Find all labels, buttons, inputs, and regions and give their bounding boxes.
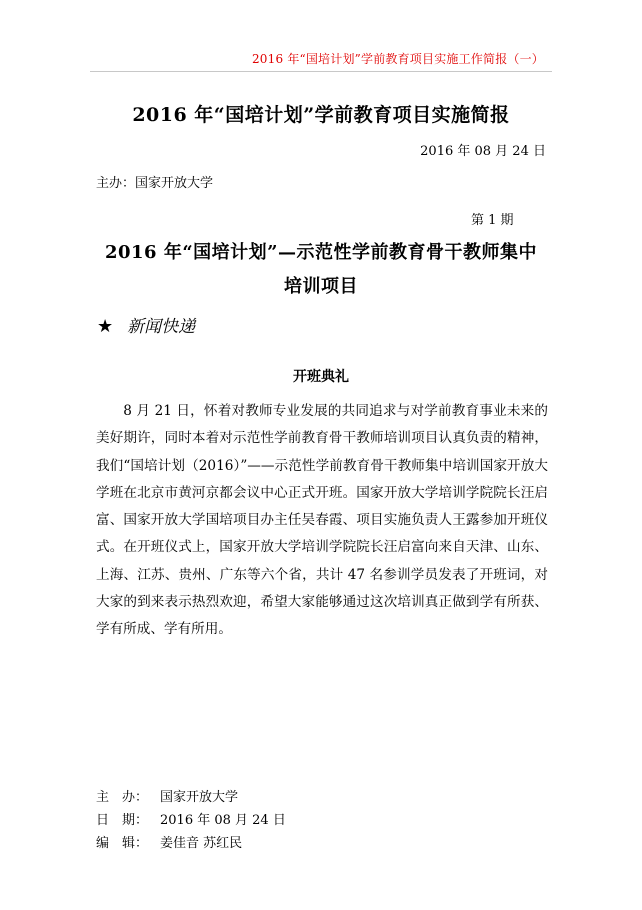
section-heading-label: 新闻快递 bbox=[127, 317, 196, 337]
footer-host-label: 主 办： bbox=[96, 790, 149, 805]
footer-date-value: 2016 年 08 月 24 日 bbox=[160, 813, 286, 828]
footer-editor-row bbox=[96, 832, 286, 855]
footer-date-row bbox=[96, 809, 286, 832]
footer-editor-value: 姜佳音 苏红民 bbox=[160, 836, 243, 851]
footer-host-row bbox=[96, 786, 286, 809]
footer-info bbox=[96, 786, 286, 855]
article-body: 8 月 21 日，怀着对教师专业发展的共同追求与对学前教育事业未来的美好期许，同时本着对示范性学前教育骨干教师培训项目认真负责的精神，我们“国培计划（2016）”——示范性学前教育骨干教师集中培训国家开放大学班在北京市黄河京都会议中心正式开班。国家开放大学培训学院院长汪启富、国家开放大学国培项目办主任吴春霞、项目实施负责人王露参加开班仪式。在开班仪式上，国家开放大学培训学院院长汪启富向来自天津、山东、上海、江苏、贵州、广东等六个省，共计 47 名参训学员发表了开班词，对大家的到来表示热烈欢迎，希望大家能够通过这次培训真正做到学有所获、学有所成、学有所用。 bbox=[96, 403, 548, 638]
footer-host-value: 国家开放大学 bbox=[160, 790, 239, 805]
header-rule bbox=[90, 71, 552, 72]
project-title-line1: 2016 年“国培计划”—示范性学前教育骨干教师集中 bbox=[104, 242, 538, 263]
bulletin-date: 2016 年 08 月 24 日 bbox=[420, 144, 546, 159]
running-header: 2016 年“国培计划”学前教育项目实施工作简报（一） bbox=[251, 52, 544, 66]
bulletin-title: 2016 年“国培计划”学前教育项目实施简报 bbox=[132, 104, 510, 126]
project-title-line2: 培训项目 bbox=[284, 276, 358, 297]
article-title: 开班典礼 bbox=[293, 369, 349, 385]
footer-editor-label: 编 辑： bbox=[96, 836, 149, 851]
bulletin-host: 主办：国家开放大学 bbox=[96, 176, 214, 191]
star-icon: ★ bbox=[97, 316, 114, 337]
footer-date-label: 日 期： bbox=[96, 813, 149, 828]
issue-number: 第 1 期 bbox=[471, 213, 514, 228]
project-title bbox=[90, 236, 552, 304]
section-heading bbox=[97, 312, 195, 337]
